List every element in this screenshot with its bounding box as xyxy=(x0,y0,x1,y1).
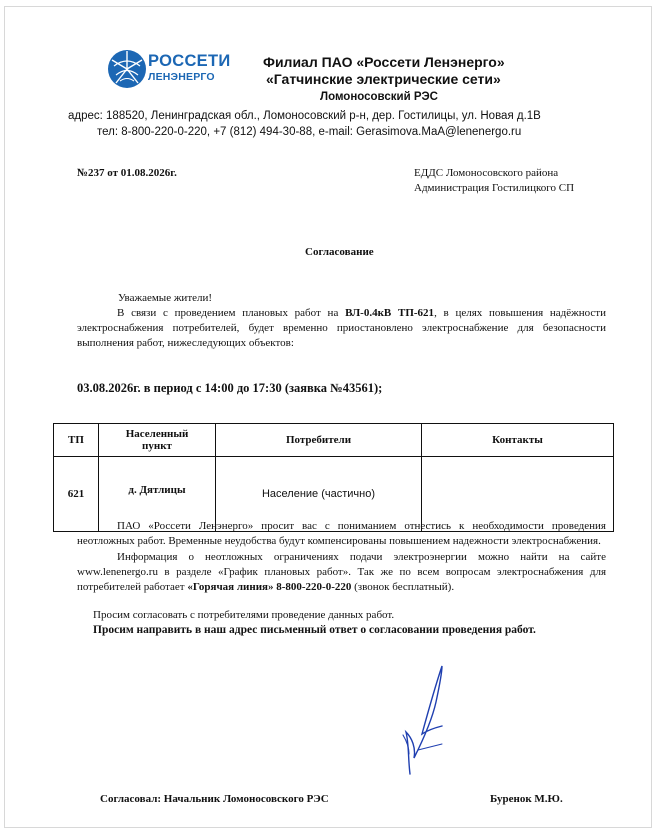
letter-title: Согласование xyxy=(305,246,374,258)
recipient-line-2: Администрация Гостилицкого СП xyxy=(414,182,575,194)
outage-date-line: 03.08.2026г. в период с 14:00 до 17:30 (заявка №43561); xyxy=(77,381,383,395)
paragraph-info-text-a: Информация о неотложных ограничениях подачи электроэнергии можно найти на сайте www.lenenergo.ru в разделе «График плановых работ». Так же по всем вопросам электроснабжения для потребителей работает xyxy=(77,551,606,593)
approver-name: Буренок М.Ю. xyxy=(490,793,563,805)
paragraph-intro-text-a: В связи с проведением плановых работ на xyxy=(117,307,346,319)
logo-subname: ЛЕНЭНЕРГО xyxy=(148,71,215,83)
header-contacts: Контакты xyxy=(422,424,614,457)
cell-tp: 621 xyxy=(54,457,99,532)
cell-consumers: Население (частично) xyxy=(216,457,422,532)
paragraph-intro xyxy=(77,306,606,351)
approver-title: Согласовал: Начальник Ломоносовского РЭС xyxy=(100,793,329,805)
line-name: ВЛ-0.4кВ ТП-621 xyxy=(345,307,435,319)
org-branch: «Гатчинские электрические сети» xyxy=(266,71,501,87)
recipient-line-1: ЕДДС Ломоносовского района xyxy=(414,167,559,179)
cell-place: д. Дятлицы xyxy=(99,457,216,532)
paragraph-info-text-b: (звонок бесплатный). xyxy=(351,581,455,593)
paragraph-info xyxy=(77,550,606,595)
org-unit: Ломоносовский РЭС xyxy=(320,91,438,103)
paragraph-request: Просим согласовать с потребителями проведение данных работ. xyxy=(93,609,395,621)
header-consumers: Потребители xyxy=(216,424,422,457)
org-address: адрес: 188520, Ленинградская обл., Ломоносовский р-н, дер. Гостилицы, ул. Новая д.1В xyxy=(68,110,541,122)
table-header-row xyxy=(54,424,614,457)
paragraph-apology xyxy=(77,519,606,549)
org-contacts: тел: 8-800-220-0-220, +7 (812) 494-30-88, e-mail: Gerasimova.MaA@lenenergo.ru xyxy=(97,126,522,138)
paragraph-intro-text-b: , в целях повышения надёжности электроснабжения потребителей, будет временно приостановлено электроснабжение для безопасности выполнения работ, нижеследующих объектов: xyxy=(77,307,606,349)
outage-table xyxy=(53,423,614,532)
letter-number: №237 от 01.08.2026г. xyxy=(77,167,177,179)
logo-name: РОССЕТИ xyxy=(148,52,231,70)
org-name: Филиал ПАО «Россети Ленэнерго» xyxy=(263,54,505,70)
header-place: Населенный пункт xyxy=(99,424,216,457)
handwritten-signature xyxy=(392,662,452,777)
header-tp: ТП xyxy=(54,424,99,457)
paragraph-reply-request: Просим направить в наш адрес письменный ответ о согласовании проведения работ. xyxy=(93,624,536,636)
paragraph-apology-text: ПАО «Россети Ленэнерго» просит вас с пониманием отнестись к необходимости проведения неотложных работ. Временные неудобства будут компенсированы повышением надежности электроснабжения. xyxy=(77,520,606,547)
hotline: «Горячая линия» 8-800-220-0-220 xyxy=(187,581,352,593)
greeting: Уважаемые жители! xyxy=(118,292,213,304)
